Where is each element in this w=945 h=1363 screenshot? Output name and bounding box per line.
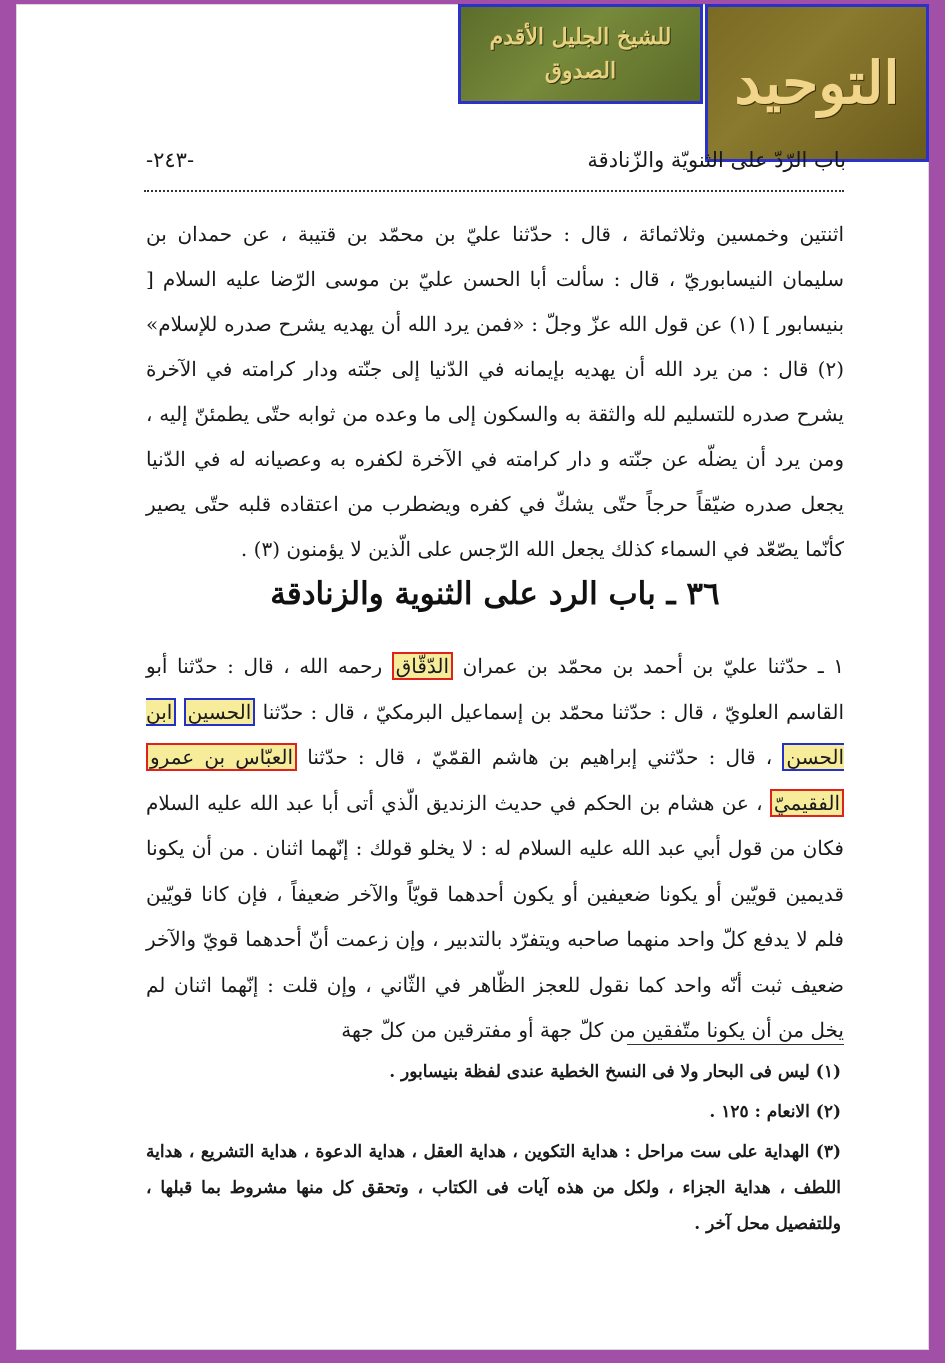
hadith-text-4: ، عن هشام بن الحكم في حديث الزنديق الّذي أتى أبا عبد الله عليه السلام فكان من قول أبي عبد الله عليه السلام له : لا يخلو قولك : إنّهما اثنان . من أن يكونا قديمين قويّين أو يكونا ضعيفين أو يكون أحدهما قويّاً والآخر ضعيفاً ، فإن كانا قويّين فلم لا يدفع كلّ واحد منهما صاحبه ويتفرّد بالتدبير ، وإن زعمت أنّ أحدهما قويّ والآخر ضعيف ثبت أنّه واحد كما نقول للعجز الظّاهر في الثّاني ، وإن قلت : إنّهما اثنان لم يخل من أن يكونا متّفقين من كلّ جهة أو مفترقين من كلّ جهة bbox=[146, 790, 844, 1042]
header-divider bbox=[144, 190, 844, 192]
hadith-paragraph bbox=[146, 644, 844, 1054]
highlight-name-fuqaymi: الفقيميّ bbox=[770, 789, 844, 817]
running-header bbox=[146, 142, 846, 178]
highlight-name-ibn-hasan: ابن الحسن bbox=[146, 699, 845, 769]
book-page bbox=[16, 4, 929, 1350]
footnote-2: (٢) الانعام : ١٢٥ . bbox=[709, 1102, 841, 1122]
author-line-2: الصدوق bbox=[544, 58, 617, 84]
highlight-name-husayn: الحسين bbox=[184, 698, 256, 726]
page-number: -٢٤٣- bbox=[146, 148, 195, 172]
author-line-1: للشيخ الجليل الأقدم bbox=[489, 24, 672, 50]
footnote-divider bbox=[627, 1044, 844, 1045]
author-cover-crop bbox=[458, 4, 703, 104]
footnote-3: (٣) الهداية على ست مراحل : هداية التكوين ، هداية العقل ، هداية الدعوة ، هداية التشريع ، هداية اللطف ، هداية الجزاء ، ولكل من هذه آيات فى الكتاب ، وتحقق كل منها مشروط بما قبلها ، وللتفصيل محل آخر . bbox=[146, 1142, 841, 1234]
highlight-name-daqqaq: الدّقّاق bbox=[392, 652, 453, 680]
chapter-title: ٣٦ ـ باب الرد على الثنوية والزنادقة bbox=[270, 576, 720, 612]
hadith-text-2: رحمه الله ، قال : حدّثنا أبو القاسم العلويّ ، قال : حدّثنا محمّد بن إسماعيل البرمكيّ ، قال : حدّثنا bbox=[146, 654, 845, 724]
footnote-1: (١) ليس فى البحار ولا فى النسخ الخطية عندى لفظة بنيسابور . bbox=[389, 1062, 841, 1082]
highlight-name-abbas: العبّاس بن عمرو bbox=[146, 743, 297, 771]
intro-paragraph: اثنتين وخمسين وثلاثمائة ، قال : حدّثنا عليّ بن محمّد بن قتيبة ، عن حمدان بن سليمان النيسابوريّ ، قال : سألت أبا الحسن عليّ بن موسى الرّضا عليه السلام [ بنيسابور ] (١) عن قول الله عزّ وجلّ : «فمن يرد الله أن يهديه يشرح صدره للإسلام» (٢) قال : من يرد الله أن يهديه بإيمانه في الدّنيا إلى جنّته ودار كرامته في الآخرة يشرح صدره للتسليم لله والثقة به والسكون إلى ما وعده من ثوابه حتّى يطمئنّ إليه ، ومن يرد أن يضلّه عن جنّته و دار كرامته في الآخرة لكفره به وعصيانه له في الدّنيا يجعل صدره ضيّقاً حرجاً حتّى يشكّ في كفره ويضطرب من اعتقاده قلبه حتّى يصير كأنّما يصّعّد في السماء كذلك يجعل الله الرّجس على الّذين لا يؤمنون (٣) . bbox=[146, 222, 845, 561]
footnotes bbox=[146, 1054, 841, 1246]
running-header-chapter: باب الرّدّ على الثنويّة والزّنادقة bbox=[587, 148, 846, 172]
hadith-text-1: ١ ـ حدّثنا عليّ بن أحمد بن محمّد بن عمران bbox=[462, 654, 844, 678]
title-cover-crop bbox=[705, 4, 929, 162]
hadith-text-3: ، قال : حدّثني إبراهيم بن هاشم القمّيّ ، قال : حدّثنا bbox=[307, 745, 773, 769]
book-title: التوحيد bbox=[734, 49, 900, 117]
